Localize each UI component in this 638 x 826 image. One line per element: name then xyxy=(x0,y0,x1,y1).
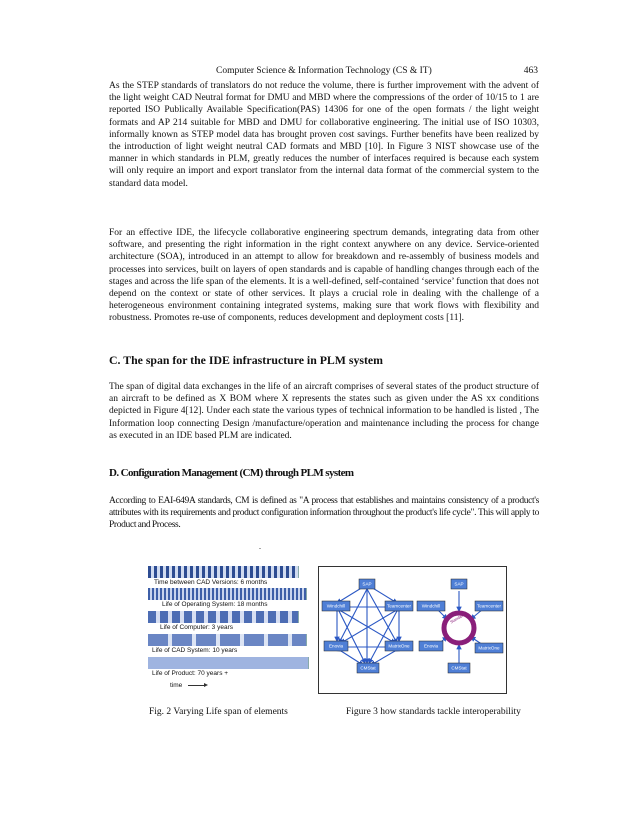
paragraph-step-standards xyxy=(109,80,539,190)
bar-label: Life of Operating System: 18 months xyxy=(162,601,268,608)
stray-mark: . xyxy=(259,542,261,551)
bar-label: Life of Computer: 3 years xyxy=(160,624,233,631)
node-enovia: Enovia xyxy=(328,643,344,649)
time-axis-label: time xyxy=(170,682,183,689)
node-windchill: Windchill xyxy=(326,603,346,609)
figure-2-caption: Fig. 2 Varying Life span of elements xyxy=(149,707,288,717)
journal-title: Computer Science & Information Technology (CS & IT) xyxy=(216,66,432,76)
paragraph-text: For an effective IDE, the lifecycle collaborative engineering spectrum demands, integrating data from other software, and presenting the right information in the right context anywhere on any device. Service-oriented architecture (SOA), introduced in an attempt to allow for breakdown and re-assembly of business models and processes into services, built on layers of open standards and is capable of handling changes through each of the stages and across the life span of the elements. It is a well-defined, self-contained ‘service’ function that does not depend on the context or state of other services. It plays a crucial role in dealing with the challenge of a heterogeneous environment containing integrated systems, making sure that work flows with flexibility and robustness. Promotes re-use of components, reduces development and deployment costs [11]. xyxy=(109,228,539,324)
figure-3-interoperability xyxy=(318,566,507,694)
node-teamcenter: Teamcenter xyxy=(387,603,411,609)
figure-2-life-span xyxy=(148,566,308,698)
interoperability-diagram xyxy=(319,567,506,693)
bar-cad-system xyxy=(148,634,307,646)
paragraph-text: As the STEP standards of translators do not reduce the volume, there is further improvement with the advent of the light weight CAD Neutral format for DMU and MBD where the compressions of the order of 10/15 to 1 are reported ISO Publically Available Specification(PAS) 14306 for one of the open formats / the light weight formats and AP 214 suitable for MBD and DMU for collaborative engineering. The initial use of ISO 10303, informally known as STEP model data has brought proven cost savings. Further benefits have been realized by the introduction of light weight neutral CAD formats and MBD [10]. In Figure 3 NIST showcase use of the manner in which standards in PLM, greatly reduces the number of interfaces required is because each system will only require an import and export translator from the internal data format of the commercial system to the standard data model. xyxy=(109,81,539,189)
hub-label: Standards xyxy=(449,610,468,625)
node-matrixone-hub: MatrixOne xyxy=(478,645,500,651)
section-heading-c: C. The span for the IDE infrastructure in PLM system xyxy=(109,353,383,367)
bar-operating-system xyxy=(148,588,307,600)
bar-label: Life of Product: 70 years + xyxy=(152,670,229,677)
time-arrow-icon xyxy=(188,685,206,686)
node-cmstat: CMStat xyxy=(360,665,376,671)
bar-label: Time between CAD Versions: 6 months xyxy=(154,579,268,586)
node-sap-hub: SAP xyxy=(454,581,464,587)
node-cmstat-hub: CMStat xyxy=(451,665,467,671)
node-teamcenter-hub: Teamcenter xyxy=(477,603,501,609)
bar-product xyxy=(148,657,309,669)
figure-3-caption: Figure 3 how standards tackle interoperability xyxy=(346,707,521,717)
node-matrixone: MatrixOne xyxy=(388,643,410,649)
section-heading-d: D. Configuration Management (CM) through PLM system xyxy=(109,467,354,479)
paragraph-span-ide xyxy=(109,381,539,442)
bar-cad-versions xyxy=(148,566,299,578)
node-sap: SAP xyxy=(362,581,372,587)
mesh-network xyxy=(337,587,399,665)
paragraph-ide-soa xyxy=(109,227,539,325)
node-enovia-hub: Enovia xyxy=(423,643,439,649)
paragraph-text: According to EAI-649A standards, CM is defined as "A process that establishes and maintains consistency of a product's attributes with its requirements and product configuration information throughout the product's life cycle". This will apply to Product and Process. xyxy=(109,496,539,531)
paragraph-text: The span of digital data exchanges in the life of an aircraft comprises of several states of the product structure of an aircraft to be defined as X BOM where X represents the states such as given under the AS xx conditions depicted in Figure 4[12]. Under each state the various types of technical information to be handled is listed , The Information loop connecting Design /manufacture/operation and maintenance including the process for change as executed in an IDE based PLM are indicated. xyxy=(109,382,539,441)
paragraph-cm xyxy=(109,495,539,532)
page-number: 463 xyxy=(523,66,538,76)
bar-label: Life of CAD System: 10 years xyxy=(152,647,238,654)
node-windchill-hub: Windchill xyxy=(421,603,441,609)
bar-computer xyxy=(148,611,299,623)
